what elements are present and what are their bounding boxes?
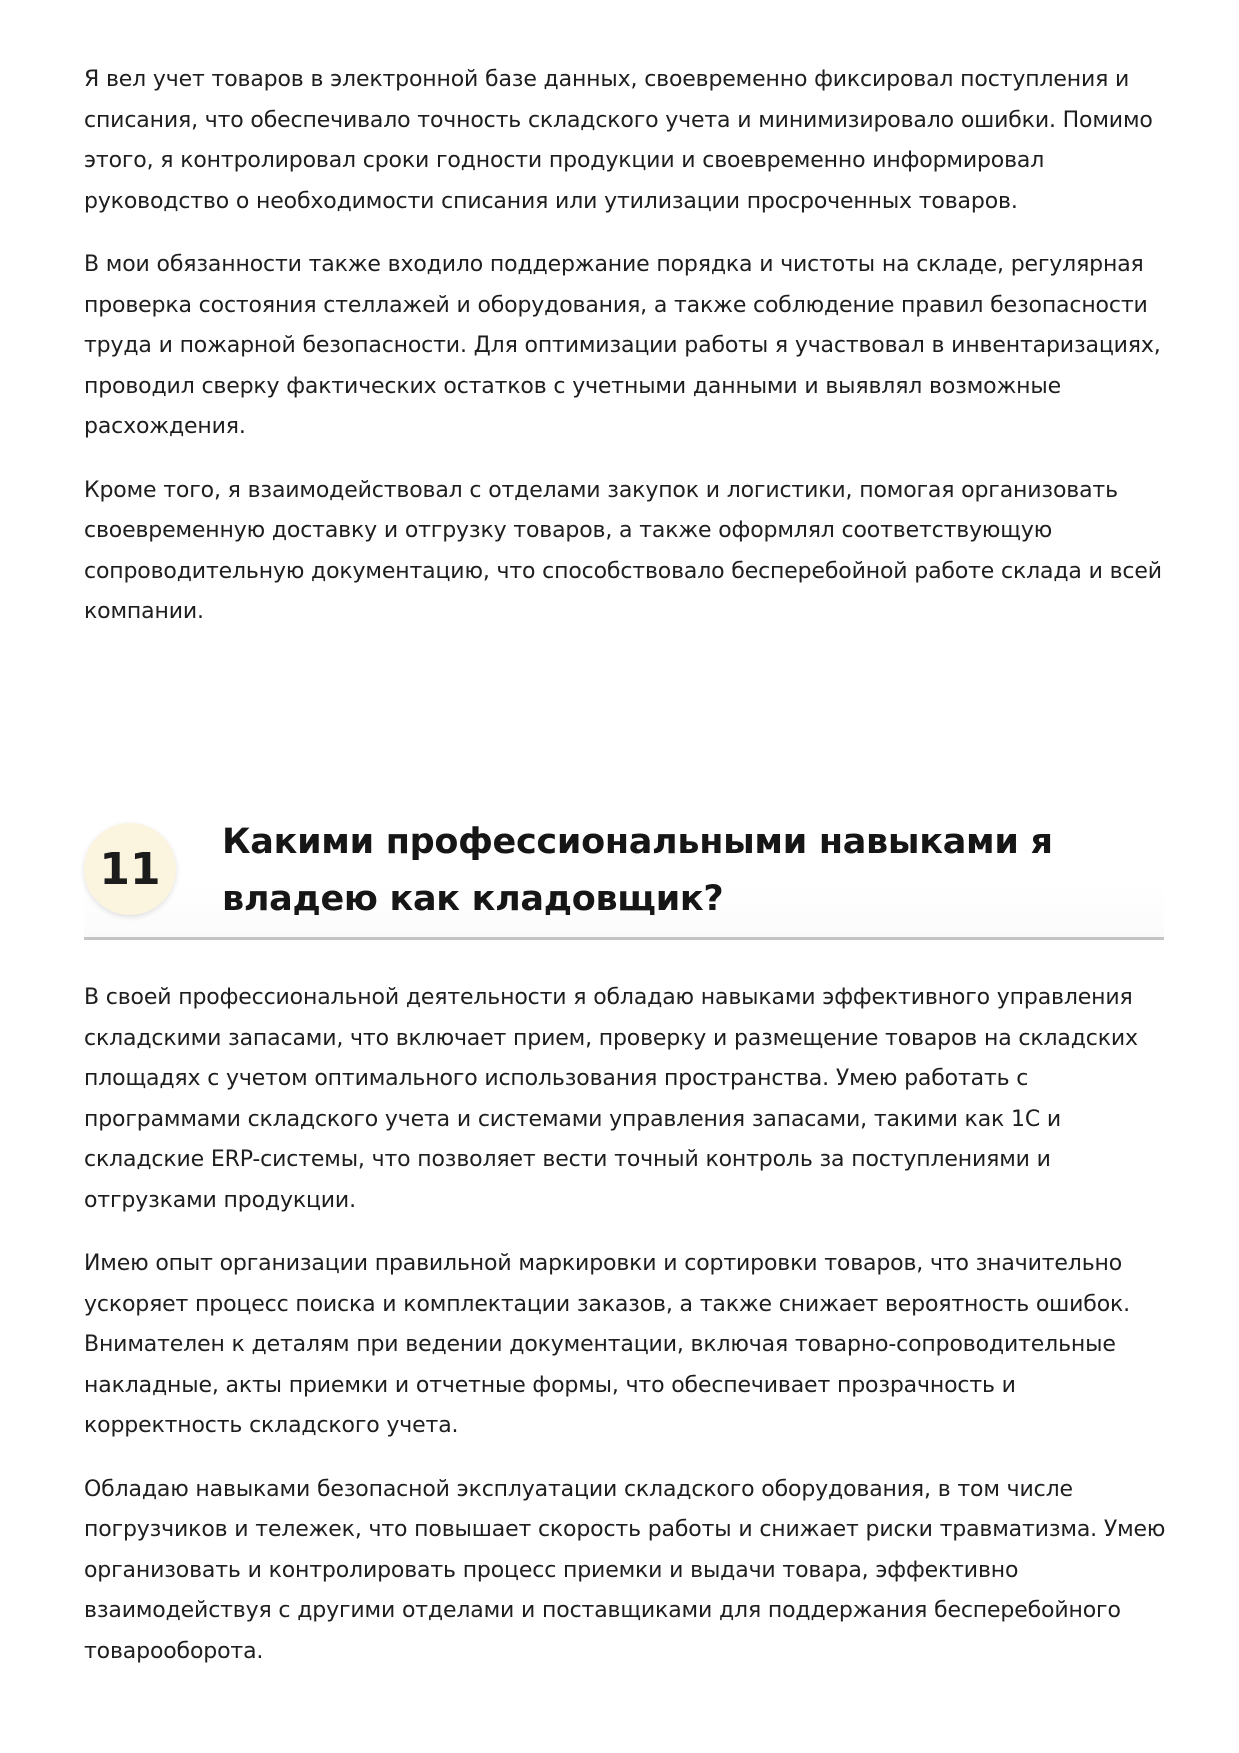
section-header xyxy=(84,800,1164,940)
section-body xyxy=(84,978,1169,1672)
section-title: Какими профессиональными навыками я владею как кладовщик? xyxy=(222,822,1053,919)
paragraph: Обладаю навыками безопасной эксплуатации складского оборудования, в том числе погрузчиков и тележек, что повышает скорость работы и снижает риски травматизма. Умею организовать и контролировать процесс приемки и выдачи товара, эффективно взаимодействуя с другими отделами и поставщиками для поддержания бесперебойного товарооборота. xyxy=(84,1476,1166,1664)
paragraph: В своей профессиональной деятельности я обладаю навыками эффективного управления складскими запасами, что включает прием, проверку и размещение товаров на складских площадях с учетом оптимального использования пространства. Умею работать с программами складского учета и системами управления запасами, такими как 1С и складские ERP-системы, что позволяет вести точный контроль за поступлениями и отгрузками продукции. xyxy=(84,985,1138,1213)
section-divider xyxy=(84,937,1164,940)
paragraph: В мои обязанности также входило поддержание порядка и чистоты на складе, регулярная проверка состояния стеллажей и оборудования, а также соблюдение правил безопасности труда и пожарной безопасности. Для оптимизации работы я участвовал в инвентаризациях, проводил сверку фактических остатков с учетными данными и выявлял возможные расхождения. xyxy=(84,252,1161,439)
paragraph: Кроме того, я взаимодействовал с отделами закупок и логистики, помогая организовать своевременную доставку и отгрузку товаров, а также оформлял соответствующую сопроводительную документацию, что способствовало бесперебойной работе склада и всей компании. xyxy=(84,477,1162,624)
paragraph: Имею опыт организации правильной маркировки и сортировки товаров, что значительно ускоряет процесс поиска и комплектации заказов, а также снижает вероятность ошибок. Внимателен к деталям при ведении документации, включая товарно-сопроводительные накладные, акты приемки и отчетные формы, что обеспечивает прозрачность и корректность складского учета. xyxy=(84,1251,1130,1438)
section-number-badge: 11 xyxy=(84,823,176,915)
paragraph: Я вел учет товаров в электронной базе данных, своевременно фиксировал поступления и списания, что обеспечивало точность складского учета и минимизировало ошибки. Помимо этого, я контролировал сроки годности продукции и своевременно информировал руководство о необходимости списания или утилизации просроченных товаров. xyxy=(84,67,1153,214)
previous-section-body xyxy=(84,60,1169,633)
